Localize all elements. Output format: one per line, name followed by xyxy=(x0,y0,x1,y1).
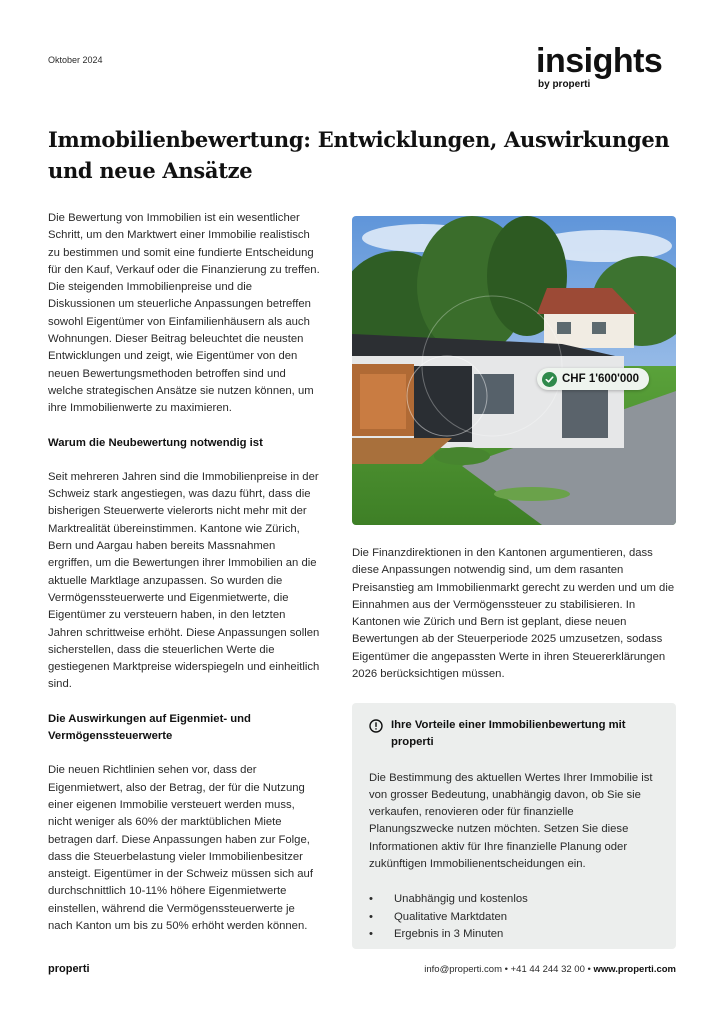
benefits-list xyxy=(369,891,659,943)
footer-website[interactable]: www.properti.com xyxy=(593,964,676,975)
effects-paragraph: Die neuen Richtlinien sehen vor, dass der Eigenmietwert, also der Betrag, der für die Nutzung einer eigenen Immobilie versteuert werden muss, nicht weniger als 60% der marktüblichen Miete betragen darf. Diese Anpassungen haben zur Folge, dass die Steuerbelastung vieler Immobilienbesitzer ansteigt. Eigentümer in der Schweiz müssen sich auf durchschnittlich 10-11% höhere Eigenmietwerte einstellen, während die Vermögenssteuerwerte je nach Kanton um bis zu 50% erhöht werden können. xyxy=(48,764,313,932)
section-heading-revaluation: Warum die Neubewertung notwendig ist xyxy=(48,436,263,449)
footer-separator: • xyxy=(584,964,594,975)
footer-separator: • xyxy=(502,964,511,975)
benefits-body: Die Bestimmung des aktuellen Wertes Ihrer Immobilie ist von grosser Bedeutung, unabhängig davon, ob Sie sie verkaufen, renovieren oder für finanzielle Planungszwecke nutzen möchten. Setzen Sie diese Informationen aktiv für Ihre finanzielle Planung oder zukünftigen Immobilienentscheidungen ein. xyxy=(369,771,653,871)
footer-logo: properti xyxy=(48,963,90,975)
logo-wordmark: insights xyxy=(536,42,663,80)
date-label: Oktober 2024 xyxy=(48,55,103,65)
info-icon xyxy=(369,719,383,733)
list-item: • Unabhängig und kostenlos xyxy=(369,891,659,908)
benefits-box xyxy=(352,703,676,949)
insights-logo xyxy=(536,44,676,90)
benefits-header xyxy=(369,717,659,752)
footer-email[interactable]: info@properti.com xyxy=(424,964,503,975)
page-title: Immobilienbewertung: Entwicklungen, Auswirkungen und neue Ansätze xyxy=(48,127,670,183)
section-heading-effects: Die Auswirkungen auf Eigenmiet- und Vermögenssteuerwerte xyxy=(48,712,251,743)
footer-contact xyxy=(424,964,676,975)
footer-phone[interactable]: +41 44 244 32 00 xyxy=(510,964,585,975)
finance-paragraph: Die Finanzdirektionen in den Kantonen argumentieren, dass diese Anpassungen notwendig sind, um dem rasanten Preisanstieg am Immobilienmarkt gerecht zu werden und um die Einnahmen aus der Vermögenssteuer zu stabilisieren. In Kantonen wie Zürich und Bern ist geplant, diese neuen Bewertungen ab der Steuerperiode 2025 umzusetzen, sodass Eigentümer die angepassten Werte in ihren Steuererklärungen 2026 berücksichtigen müssen. xyxy=(352,547,675,681)
right-column xyxy=(352,545,678,683)
check-icon xyxy=(542,372,557,387)
benefits-title: Ihre Vorteile einer Immobilienbewertung mit properti xyxy=(391,719,626,749)
price-value: CHF 1'600'000 xyxy=(562,373,640,385)
list-item: • Qualitative Marktdaten xyxy=(369,909,659,926)
intro-paragraph: Die Bewertung von Immobilien ist ein wesentlicher Schritt, um den Marktwert einer Immobilie realistisch zu bestimmen und somit eine fundierte Entscheidung für den Kauf, Verkauf oder die Finanzierung zu treffen. Die steigenden Immobilienpreise und die Diskussionen um steuerliche Anpassungen betreffen sowohl Eigentümer von Einfamilienhäusern als auch Wohnungen. Dieser Beitrag beleuchtet die neusten Entwicklungen und zeigt, wie Eigentümer von den neuen Bewertungsmethoden betroffen sind und welche strategischen Ansätze sie nutzen können, um ihre Immobilienwerte zu maximieren. xyxy=(48,212,320,415)
price-badge xyxy=(537,368,649,390)
list-item: • Ergebnis in 3 Minuten xyxy=(369,926,659,943)
left-column xyxy=(48,210,320,952)
logo-subline: by properti xyxy=(538,79,591,90)
revaluation-paragraph: Seit mehreren Jahren sind die Immobilienpreise in der Schweiz stark angestiegen, was dazu führt, dass die bisherigen Steuerwerte vielerorts nicht mehr mit der Marktrealität übereinstimmen. Kantone wie Zürich, Bern und Aargau haben bereits Massnahmen ergriffen, um die Bewertungen ihrer Immobilien an die aktuelle Marktlage anzupassen. So wurden die Vermögenssteuerwerte und Eigenmietwerte, die Eigentümer zu versteuern haben, in den letzten Jahren schrittweise erhöht. Diese Anpassungen sollen sicherstellen, dass die steuerlichen Werte die gestiegenen Marktpreise widerspiegeln und einheitlich sind. xyxy=(48,470,320,691)
